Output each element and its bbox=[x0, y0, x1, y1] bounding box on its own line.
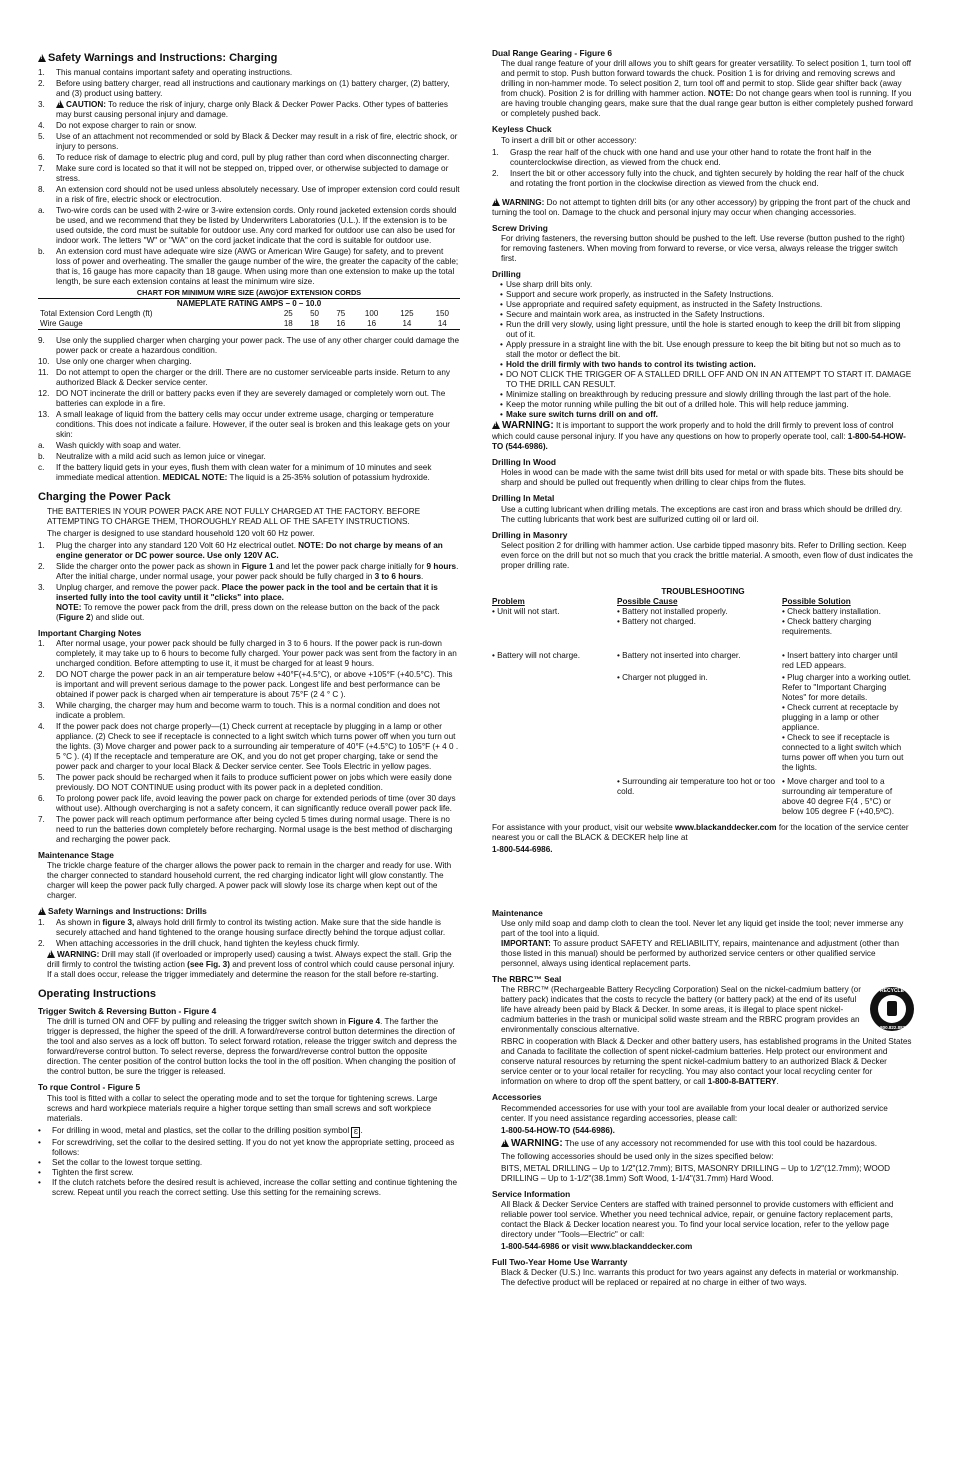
safety-list-a bbox=[38, 68, 460, 99]
cord-chart-cell: 16 bbox=[354, 319, 389, 329]
maintenance-stage-text: The trickle charge feature of the charger allows the power pack to remain in the charger and ready for use. With the charger connected to standard household current, the red charging indicator light will glow constantly. The charger will keep the power pack fully charged. A power pack will slowly lose its charge when kept out of the charger. bbox=[47, 861, 452, 901]
safety-item: 13. A small leakage of liquid from the battery cells may occur under extreme usage, charging or temperature conditions. This does not indicate a failure. However, if the outer seal is broken and this leakage gets on your skin: bbox=[38, 409, 450, 439]
safety-list-c bbox=[38, 336, 460, 462]
drilling-bullets-2 bbox=[492, 370, 914, 410]
safety-item: 12. DO NOT incinerate the drill or battery packs even if they are severely damaged or completely worn out. The batteries can explode in a fire. bbox=[38, 388, 446, 408]
drilling-bullet: • DO NOT CLICK THE TRIGGER OF A STALLED DRILL OFF AND ON IN AN ATTEMPT TO START IT. DAMAGE TO THE DRILL CAN RESULT. bbox=[500, 370, 912, 389]
warning-icon bbox=[492, 421, 500, 429]
cord-chart-cell: 125 bbox=[400, 309, 414, 319]
accessories-sizes-intro: The following accessories should be used only in the sizes specified below: bbox=[501, 1151, 774, 1161]
drill-safety-item-2: 2. When attaching accessories in the drill chuck, hand tighten the keyless chuck firmly. bbox=[38, 938, 360, 948]
charging-step-3: 3. Unplug charger, and remove the power pack. Place the power pack in the tool and be certain that it is inserted fully into the tool cavity until it "clicks" into place. NOTE: To remove the power pack from the drill, press down on the release button on the back of the pack (Figure 2) and slide out. bbox=[38, 582, 440, 622]
safety-item: 4. Do not expose charger to rain or snow. bbox=[38, 121, 197, 131]
torque-bullet-drilling: • For drilling in wood, metal and plastics, set the collar to the drilling position symbol Ɛ . bbox=[38, 1125, 363, 1136]
safety-item: 9. Use only the supplied charger when charging your power pack. The use of any other charger could damage the power pack or create a hazardous condition. bbox=[38, 335, 460, 355]
troubleshooting-problem bbox=[492, 777, 617, 819]
charging-note: 1. After normal usage, your power pack should be fully charged in 3 to 6 hours. If the power pack is run-down completely, it may take up to 6 hours to become fully charged. Your power pack was sent from the factory in an uncharged condition. Before attempting to use it, it must be charged for at least 9 hours. bbox=[38, 639, 457, 669]
trigger-text: The drill is turned ON and OFF by pulling and releasing the trigger switch shown in Figure 4. The farther the trigger is depressed, the higher the speed of the drill. A forward/reverse control button determines the direction of the tool and also serves as a lock off button. To select forward rotation, release the trigger switch and depress the forward/reverse control button. To select reverse, depress the forward/reverse control button the opposite direction. The center position of the control button locks the tool in the off position. When changing the position of the control button, be sure the trigger is released. bbox=[47, 1017, 457, 1077]
warranty-text: Black & Decker (U.S.) Inc. warrants this product for two years against any defects in material or workmanship. The defective product will be replaced or repaired at no charge in either of two ways. bbox=[501, 1268, 899, 1288]
drill-safety-item-1: 1. As shown in figure 3, always hold drill firmly to control its twisting action. Make sure that the side handle is securely attached and hand tightened to the orange housing surface directly behind the torque adjust collar. bbox=[38, 917, 446, 937]
troubleshooting-problem bbox=[492, 673, 617, 777]
safety-item: 6. To reduce risk of damage to electric plug and cord, pull by plug rather than cord when disconnecting charger. bbox=[38, 153, 450, 163]
accessories-heading: Accessories bbox=[492, 1092, 542, 1103]
wire-gauge-row: Wire Gauge 18 18 16 16 14 14 bbox=[38, 319, 460, 329]
safety-item-c: c. If the battery liquid gets in your eyes, flush them with clean water for a minimum of 10 minutes and seek immediate medical attention. MEDICAL NOTE: The liquid is a 25-35% solution of potassium hydroxide. bbox=[38, 462, 432, 482]
safety-item: 5. Use of an attachment not recommended or sold by Black & Decker may result in a risk of fire, electric shock, or injury to persons. bbox=[38, 132, 458, 152]
troubleshooting-solution: • Insert battery into charger until red LED appears. bbox=[782, 650, 898, 670]
chuck-step: 1. Grasp the rear half of the chuck with one hand and use your other hand to rotate the front half in the counterclockwise direction, as viewed from the chuck end. bbox=[492, 147, 872, 167]
caution-icon bbox=[56, 100, 64, 108]
troubleshooting-cause: • Surrounding air temperature too hot or too cold. bbox=[617, 776, 776, 796]
warning-icon bbox=[38, 54, 46, 62]
drilling-metal-heading: Drilling In Metal bbox=[492, 493, 555, 504]
drilling-bullet: • Minimize stalling on breakthrough by reducing pressure and slowly drilling through the last part of the hole. bbox=[500, 390, 892, 399]
assistance-text: For assistance with your product, visit our website www.blackanddecker.com for the location of the service center nearest you or call the BLACK & DECKER help line at bbox=[492, 822, 909, 842]
troubleshooting-solution: • Move charger and tool to a surrounding air temperature of above 40 degree F(4 , 5°C) or below 105 degree F (+40,5ºC). bbox=[782, 776, 894, 816]
troubleshooting-header bbox=[492, 597, 914, 607]
torque-text: This tool is fitted with a collar to select the operating mode and to set the torque for tightening screws. Large screws and hard workpiece materials require a higher torque setting than small screws and soft workpiece materials. bbox=[47, 1093, 438, 1123]
warning-icon bbox=[47, 950, 55, 958]
troubleshooting-row bbox=[492, 777, 914, 819]
cord-chart-cell: 100 bbox=[364, 309, 379, 319]
torque-bullet: • Set the collar to the lowest torque setting. bbox=[38, 1157, 203, 1167]
drilling-metal-text: Use a cutting lubricant when drilling metals. The exceptions are cast iron and brass which should be drilled dry. The cutting lubricants that work best are sulfurized cutting oil or lard oil. bbox=[501, 504, 903, 524]
drill-mode-symbol: Ɛ bbox=[351, 1127, 360, 1138]
troubleshooting-row bbox=[492, 673, 914, 777]
drilling-bullet-bold-1: • Hold the drill firmly with two hands to control its twisting action. bbox=[500, 360, 756, 369]
keyless-chuck-intro: To insert a drill bit or other accessory: bbox=[501, 135, 637, 145]
charging-heading: Charging the Power Pack bbox=[38, 490, 171, 503]
troubleshooting-table bbox=[492, 597, 914, 819]
cord-chart-cell: 150 bbox=[435, 309, 449, 319]
drilling-bullets bbox=[492, 280, 914, 360]
troubleshooting-solution: • Check battery installation. • Check battery charging requirements. bbox=[782, 606, 881, 636]
troubleshooting-solution: • Plug charger into a working outlet. Refer to "Important Charging Notes" for more details. • Check current at receptacle by plugging in a lamp or other appliance. • Check to see if receptacle is connected to a light switch which turns power off when you turn out the lights. bbox=[782, 672, 911, 772]
dual-range-heading: Dual Range Gearing - Figure 6 bbox=[492, 48, 613, 58]
drilling-bullet-bold-2: • Make sure switch turns drill on and off. bbox=[500, 410, 658, 419]
charging-notes-list bbox=[38, 639, 460, 845]
torque-bullet: • If the clutch ratchets before the desired result is achieved, increase the collar setting and continue tightening the screw. Repeat until you reach the correct setting. Use this setting for the remaining screws. bbox=[38, 1177, 458, 1197]
left-column bbox=[38, 48, 460, 1198]
rbrc-text-2: RBRC in cooperation with Black & Decker and other battery users, has established programs in the United States and Canada to facilitate the collection of spent nickel-cadmium batteries. Help protect our environment and conserve natural resources by returning the spent nickel-cadmium battery to an authorized Black & Decker service center or to your local retailer for recycling. You may also contact your local recycling center for information on where to drop off the spent battery, or call 1-800-8-BATTERY. bbox=[501, 1037, 912, 1087]
drilling-bullet: • Secure and maintain work area, as instructed in the Safety Instructions. bbox=[500, 310, 765, 319]
keyless-chuck-steps bbox=[492, 148, 914, 189]
troubleshooting-column-header: Possible Cause bbox=[617, 596, 678, 606]
cord-chart-cell: 25 bbox=[283, 309, 293, 319]
torque-bullet: • For screwdriving, set the collar to the desired setting. If you do not yet know the appropriate setting, proceed as follows: bbox=[38, 1137, 455, 1157]
charging-note: 3. While charging, the charger may hum and become warm to touch. This is a normal condition and does not indicate a problem. bbox=[38, 701, 440, 721]
troubleshooting-problem: • Unit will not start. bbox=[492, 606, 560, 616]
troubleshooting-cause: • Battery not installed properly. • Battery not charged. bbox=[617, 606, 728, 626]
maintenance-text: Use only mild soap and damp cloth to clean the tool. Never let any liquid get inside the tool; never immerse any part of the tool into a liquid. IMPORTANT: To assure product SAFETY and RELIABILITY, repairs, maintenance and adjustment (other than those listed in this manual) should be performed by authorized service centers or other qualified service personnel, always using identical replacement parts. bbox=[501, 919, 904, 969]
cord-chart-cell: 16 bbox=[328, 319, 354, 329]
operating-instructions-heading: Operating Instructions bbox=[38, 987, 156, 1000]
charging-notes-heading: Important Charging Notes bbox=[38, 627, 142, 638]
drill-safety-heading: !Safety Warnings and Instructions: Drills bbox=[38, 906, 460, 916]
warning-icon bbox=[501, 1139, 509, 1147]
drilling-bullet: • Keep the motor running while pulling the bit out of a drilled hole. This will help reduce jamming. bbox=[500, 400, 849, 409]
torque-bullets bbox=[38, 1138, 460, 1198]
drilling-masonry-text: Select position 2 for drilling with hammer action. Use carbide tipped masonry bits. Refer to Drilling section. Keep even force on the drill but not so much that you crack the brittle material. A smooth, even flow of dust indicates the proper drilling rate. bbox=[501, 540, 913, 570]
drill-stall-warning: !WARNING: Drill may stall (if overloaded or improperly used) causing a twist. Always expect the stall. Grip the drill firmly to control the twisting action (see Fig. 3) and prevent loss of control which could cause personal injury. If a stall does occur, release the trigger immediately and determine the reason for the stall before re-starting. bbox=[38, 950, 460, 980]
cord-chart-cell: 18 bbox=[275, 319, 301, 329]
chuck-warning: !WARNING: Do not attempt to tighten drill bits (or any other accessory) by gripping the front part of the chuck and turning the tool on. Damage to the chuck and personal injury may occur when changing accessories. bbox=[492, 198, 914, 218]
safety-list-b bbox=[38, 121, 460, 287]
rbrc-text-1: The RBRC™ (Rechargeable Battery Recycling Corporation) Seal on the nickel-cadmium battery (or battery pack) indicates that the costs to recycle the battery (or battery pack) at the end of its useful life have already been paid by Black & Decker. In some areas, it is illegal to place spent nickel-cadmium batteries in the trash or municipal solid waste stream and the RBRC program provides an environmentally conscious alternative. bbox=[501, 985, 861, 1035]
accessories-text: Recommended accessories for use with your tool are available from your local dealer or authorized service center. If you need assistance regarding accessories, please call: bbox=[501, 1103, 888, 1123]
charging-intro: THE BATTERIES IN YOUR POWER PACK ARE NOT FULLY CHARGED AT THE FACTORY. BEFORE ATTEMPTING TO CHARGE THEM, THOROUGHLY READ ALL OF THE SAFETY INSTRUCTIONS. bbox=[47, 506, 421, 526]
safety-item: b. An extension cord must have adequate wire size (AWG or American Wire Gauge) for safety, and to prevent loss of power and overheating. The smaller the gauge number of the wire, the greater the capacity of the cable; that is, 16 gauge has more capacity than 18 gauge. When using more than one extension to make up the total length, be sure each extension contains at least the minimum wire size. bbox=[38, 247, 459, 287]
cord-chart-cell: 75 bbox=[336, 309, 346, 319]
rbrc-heading: The RBRC™ Seal bbox=[492, 974, 562, 985]
safety-item: 7. Make sure cord is located so that it will not be stepped on, tripped over, or otherwise subjected to damage or stress. bbox=[38, 164, 449, 184]
charging-note: 2. DO NOT charge the power pack in an air temperature below +40°F(+4.5°C), or above +105°F (+40.5°C). This is important and will prevent serious damage to the power pack. Longest life and best performance can be obtained if power pack is charged when air temperature is about 75°F (2 4 ° C ). bbox=[38, 670, 453, 700]
screw-driving-heading: Screw Driving bbox=[492, 222, 548, 233]
troubleshooting-problem: • Battery will not charge. bbox=[492, 650, 580, 660]
chuck-step: 2. Insert the bit or other accessory fully into the chuck, and tighten securely by holding the rear half of the chuck and rotating the front portion in the clockwise direction as viewed from the chuck end. bbox=[492, 168, 905, 188]
drilling-bullet: • Use sharp drill bits only. bbox=[500, 280, 593, 289]
accessories-section bbox=[492, 1104, 914, 1184]
cord-chart-cell: 14 bbox=[425, 319, 460, 329]
safety-item: 8. An extension cord should not be used unless absolutely necessary. Use of improper extension cord could result in a risk of fire, electric shock or electrocution. bbox=[38, 185, 460, 205]
cord-chart-cell: 18 bbox=[301, 319, 327, 329]
drilling-bullet: • Run the drill very slowly, using light pressure, until the hole is started enough to keep the drill bit from slipping out of it. bbox=[500, 320, 901, 339]
charging-note: 6. To prolong power pack life, avoid leaving the power pack on charge for extended periods of time (over 30 days without use). Although overcharging is not a safety concern, it can significantly reduce overall power pack life. bbox=[38, 794, 456, 814]
charging-step-1: 1. Plug the charger into any standard 120 Volt 60 Hz electrical outlet. NOTE: Do not charge by means of an engine generator or DC power source. Use only 120V AC. bbox=[38, 540, 443, 560]
safety-item: a. Wash quickly with soap and water. bbox=[38, 440, 181, 450]
cord-length-row: Total Extension Cord Length (ft) 25 50 75 100 125 150 bbox=[38, 309, 460, 319]
troubleshooting-row bbox=[492, 607, 914, 651]
troubleshooting-cause: • Charger not plugged in. bbox=[617, 672, 708, 682]
service-text: All Black & Decker Service Centers are staffed with trained personnel to provide customers with efficient and reliable power tool service. Whether you need technical advice, repair, or genuine factory replacement parts, contact the Black & Decker location nearest you. To find your local service location, refer to the yellow page directory under "Tools—Electric" or call: bbox=[501, 1200, 894, 1240]
rbrc-seal-icon: RECYCLE 1.800.822.8837 bbox=[870, 987, 914, 1031]
safety-item: b. Neutralize with a mild acid such as lemon juice or vinegar. bbox=[38, 451, 266, 461]
charging-note: 4. If the power pack does not charge properly—(1) Check current at receptacle by plugging in a lamp or other appliance. (2) Check to see if receptacle is connected to a light switch which turns power off when you turn out the lights. (3) Move charger and power pack to a surrounding air temperature of 40°F (+4.5°C) to 105°F (+ 4 0 . 5 °C ). (4) If the receptacle and temperature are OK, and you do not get proper charging, take or send the power pack and charger to your local Black & Decker service center. See Tools Electric in yellow pages. bbox=[38, 722, 459, 772]
service-phone: 1-800-544-6986 or visit www.blackanddecker.com bbox=[501, 1242, 693, 1252]
charging-step-2: 2. Slide the charger onto the power pack as shown in Figure 1 and let the power pack charge initially for 9 hours. After the initial charge, under normal usage, your power pack should be fully charged in 3 to 6 hours. bbox=[38, 561, 459, 581]
safety-item: 10. Use only one charger when charging. bbox=[38, 356, 192, 366]
assistance-phone: 1-800-544-6986. bbox=[492, 844, 553, 854]
safety-item: 11. Do not attempt to open the charger or the drill. There are no customer serviceable parts inside. Return to any authorized Black & Decker service center. bbox=[38, 367, 450, 387]
troubleshooting-title: TROUBLESHOOTING bbox=[661, 586, 745, 596]
warranty-heading: Full Two-Year Home Use Warranty bbox=[492, 1257, 628, 1268]
maintenance-heading: Maintenance bbox=[492, 907, 543, 918]
drilling-bullet: • Support and secure work properly, as instructed in the Safety Instructions. bbox=[500, 290, 774, 299]
drilling-heading: Drilling bbox=[492, 268, 521, 279]
keyless-chuck-heading: Keyless Chuck bbox=[492, 124, 552, 135]
rbrc-section bbox=[492, 985, 914, 1087]
troubleshooting-column-header: Possible Solution bbox=[782, 596, 851, 606]
drilling-bullet: • Apply pressure in a straight line with the bit. Use enough pressure to keep the bit biting but not so much as to stall the motor or deflect the bit. bbox=[500, 340, 901, 359]
warning-icon bbox=[38, 907, 46, 915]
charging-note: 5. The power pack should be recharged when it fails to produce sufficient power on jobs which were easily done previously. DO NOT CONTINUE using product with its power pack in a depleted condition. bbox=[38, 773, 452, 793]
cord-chart-caption: CHART FOR MINIMUM WIRE SIZE (AWG)OF EXTENSION CORDS bbox=[38, 289, 460, 298]
maintenance-stage-heading: Maintenance Stage bbox=[38, 850, 114, 861]
drilling-bullet: • Use appropriate and required safety equipment, as instructed in the Safety Instructions. bbox=[500, 300, 823, 309]
cord-chart-cell: 50 bbox=[310, 309, 319, 319]
troubleshooting-row bbox=[492, 651, 914, 673]
drilling-wood-text: Holes in wood can be made with the same twist drill bits used for metal or with spade bits. These bits should be sharp and should be pulled out frequently when drilling to clear chips from the flutes. bbox=[501, 468, 904, 488]
safety-item: 2. Before using battery charger, read all instructions and cautionary markings on (1) battery charger, (2) battery, and (3) product using battery. bbox=[38, 79, 450, 99]
charging-note: 7. The power pack will reach optimum performance after being cycled 5 times during normal usage. There is no need to run the batteries down completely before recharging. Normal usage is the best method of discharging and recharging the power pack. bbox=[38, 815, 453, 845]
troubleshooting-cause: • Battery not inserted into charger. bbox=[617, 650, 741, 660]
torque-heading: To rque Control - Figure 5 bbox=[38, 1082, 141, 1093]
dual-range-text: The dual range feature of your drill allows you to shift gears for greater versatility. To select position 1, turn tool off and permit to stop. Push button forward towards the chuck. Position 1 is for driving and removing screws and drilling in non-hammer mode. To select position 2, turn tool off and permit to stop. Slide gear shifter back (away from chuck). Position 2 is for drilling with hammer action. NOTE: Do not change gears when tool is running. If you are having trouble changing gears, make sure that the dual range gear button is either completely pushed forward or completely pushed back. bbox=[501, 59, 913, 119]
safety-item: a. Two-wire cords can be used with 2-wire or 3-wire extension cords. Only round jacketed extension cords should be used, and we recommend that they be listed by Underwriters Laboratories (U.L.). If the extension is to be used outside, the cord must be suitable for outdoor use. Any cord marked for outdoor use can also be used for indoor work. The letters "W" or "WA" on the cord jacket indicate that the cord is suitable for outdoor use. bbox=[38, 206, 457, 246]
safety-item-3: 3. ! CAUTION: To reduce the risk of injury, charge only Black & Decker Power Packs. Other types of batteries may burst causing personal injury and damage. bbox=[38, 100, 460, 120]
charging-intro-2: The charger is designed to use standard household 120 volt 60 Hz power. bbox=[47, 528, 315, 538]
troubleshooting-column-header: Problem bbox=[492, 596, 525, 606]
accessories-sizes: BITS, METAL DRILLING – Up to 1/2"(12.7mm); BITS, MASONRY DRILLING – Up to 1/2"(12.7mm); WOOD DRILLING – Up to 1-1/2"(38.1mm) Soft Wood, 1-1/4"(31.7mm) Hard Wood. bbox=[501, 1163, 891, 1183]
drilling-masonry-heading: Drilling in Masonry bbox=[492, 529, 568, 540]
extension-cord-chart bbox=[38, 289, 460, 329]
accessories-warning: !WARNING: The use of any accessory not recommended for use with this tool could be hazardous. bbox=[501, 1138, 914, 1150]
torque-bullet: • Tighten the first screw. bbox=[38, 1167, 134, 1177]
cord-chart-cell: 14 bbox=[389, 319, 424, 329]
screw-driving-text: For driving fasteners, the reversing button should be pushed to the left. Use reverse (button pushed to the right) for removing fasteners. When moving from forward to reverse, or vice versa, always release the trigger switch first. bbox=[501, 233, 905, 263]
drilling-wood-heading: Drilling In Wood bbox=[492, 457, 557, 468]
drilling-warning: !WARNING: It is important to support the work properly and to hold the drill firmly to prevent loss of control which could cause personal injury. If you have any questions on how to properly operate tool, call: 1-800-54-HOW-TO (544-6986). bbox=[492, 420, 914, 452]
safety-item: 1. This manual contains important safety and operating instructions. bbox=[38, 68, 293, 78]
cord-chart-subcaption: NAMEPLATE RATING AMPS – 0 – 10.0 bbox=[176, 299, 322, 309]
service-section bbox=[492, 1200, 914, 1252]
trigger-heading: Trigger Switch & Reversing Button - Figure 4 bbox=[38, 1006, 217, 1017]
right-column bbox=[492, 48, 914, 1290]
warning-icon bbox=[492, 198, 500, 206]
safety-charging-heading: !Safety Warnings and Instructions: Charging bbox=[38, 52, 460, 65]
accessories-phone: 1-800-54-HOW-TO (544-6986). bbox=[501, 1125, 615, 1135]
service-heading: Service Information bbox=[492, 1188, 571, 1199]
